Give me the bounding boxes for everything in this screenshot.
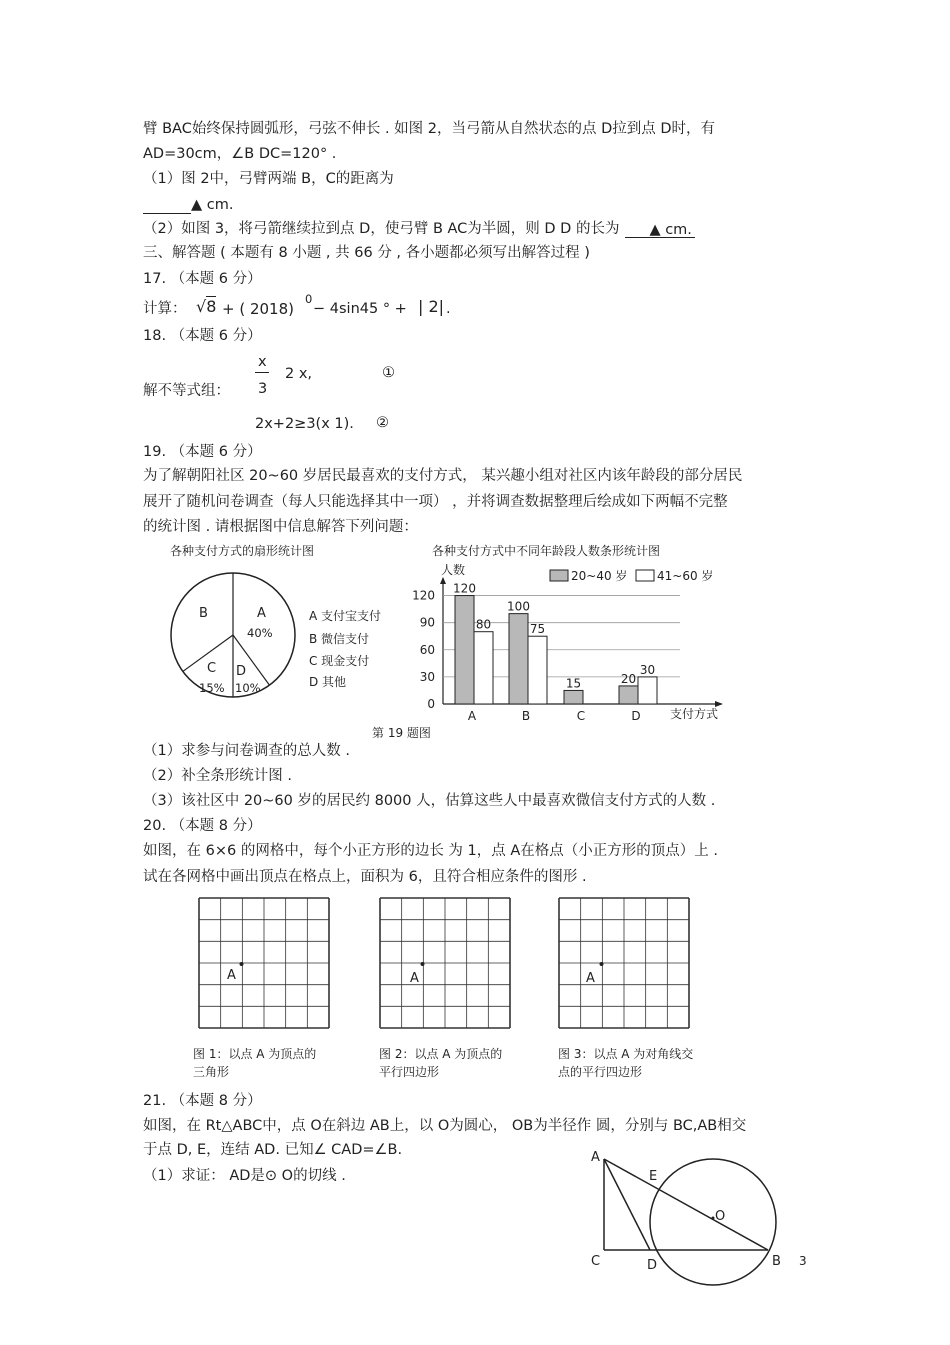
- pie-chart: [165, 565, 405, 715]
- bar-value-label-D-series1: 20: [620, 671, 637, 686]
- bar-ytick-label: 60: [419, 642, 435, 657]
- grid-figure-3: [557, 896, 691, 1032]
- bar-xtick-label: C: [576, 709, 586, 723]
- p19-q3: （3）该社区中 20~60 岁的居民约 8000 人，估算这些人中最喜欢微信支付方式的人数 .: [143, 793, 716, 809]
- p17-sqrt: √8: [196, 297, 217, 316]
- p17-header: 17. （本题 6 分）: [143, 271, 262, 287]
- bar-A-series1: [455, 596, 474, 704]
- bar-chart: [405, 560, 735, 730]
- bar-xtick-label: A: [467, 709, 477, 723]
- p17-abs: | 2|: [418, 297, 445, 316]
- pie-legend-A: A 支付宝支付: [309, 609, 382, 623]
- p16-line1: 臂 BAC始终保持圆弧形，弓弦不伸长 . 如图 2，当弓箭从自然状态的点 D拉到点 D时，有: [143, 121, 716, 137]
- bar-value-label-C-series1: 15: [565, 676, 582, 691]
- p18-mark2: ②: [376, 415, 389, 431]
- bar-C-series1: [564, 690, 583, 704]
- fig1-caption-1: 图 1：以点 A 为顶点的: [193, 1047, 317, 1061]
- legend-swatch-41-60: [636, 570, 654, 581]
- p18-frac-bar: [255, 372, 269, 373]
- p18-ineq1: 2 x,: [285, 366, 313, 382]
- p18-frac-num: x: [258, 354, 267, 370]
- p18-header: 18. （本题 6 分）: [143, 328, 262, 344]
- pie-title: 各种支付方式的扇形统计图: [170, 544, 315, 558]
- label-O: O: [715, 1209, 726, 1224]
- p16-q1-answer: ▲ cm.: [143, 196, 233, 214]
- label-E: E: [649, 1169, 658, 1184]
- bar-value-label-D-series2: 30: [639, 662, 656, 677]
- pie-pct-D: 10%: [235, 681, 261, 695]
- section-title: 三、解答题 ( 本题有 8 小题 , 共 66 分 , 各小题都必须写出解答过程 ): [143, 245, 590, 261]
- p17-prefix: 计算：: [143, 301, 187, 317]
- page-number: 3: [799, 1254, 807, 1268]
- p17-end: .: [446, 301, 451, 317]
- bar-xlabel: 支付方式: [670, 707, 719, 721]
- pie-pct-A: 40%: [247, 626, 273, 640]
- geometry-figure: [585, 1145, 785, 1290]
- grid3-point-A: [600, 962, 604, 966]
- bar-D-series2: [638, 677, 657, 704]
- pie-legend-C: C 现金支付: [309, 654, 370, 668]
- fig2-caption-2: 平行四边形: [379, 1065, 440, 1079]
- grid3-label-A: A: [586, 971, 595, 986]
- fig3-caption-1: 图 3：以点 A 为对角线交: [558, 1047, 694, 1061]
- pie-label-D: D: [236, 664, 247, 679]
- p19-p2: 展开了随机问卷调查（每人只能选择其中一项） ，并将调查数据整理后绘成如下两幅不完整: [143, 494, 728, 510]
- p21-header: 21. （本题 8 分）: [143, 1093, 262, 1109]
- bar-value-label-B-series1: 100: [507, 599, 530, 614]
- bar-xtick-label: B: [521, 709, 531, 723]
- p16-line2: AD=30cm，∠B DC=120° .: [143, 146, 337, 162]
- grid2-label-A: A: [410, 971, 419, 986]
- bar-ylabel: 人数: [441, 563, 466, 577]
- p19-caption: 第 19 题图: [372, 726, 431, 740]
- p20-p2: 试在各网格中画出顶点在格点上，面积为 6，且符合相应条件的图形 .: [143, 869, 587, 885]
- fig2-caption-1: 图 2：以点 A 为顶点的: [379, 1047, 503, 1061]
- grid1-label-A: A: [227, 968, 236, 983]
- legend-swatch-20-40: [550, 570, 568, 581]
- p20-p1: 如图，在 6×6 的网格中，每个小正方形的边长 为 1，点 A在格点（小正方形的顶点）上 .: [143, 843, 719, 859]
- p17-expr2: − 4sin45 ° +: [313, 301, 407, 317]
- pie-label-C: C: [207, 661, 217, 676]
- p21-p1: 如图，在 Rt△ABC中，点 O在斜边 AB上，以 O为圆心， OB为半径作 圆，分别与 BC,AB相交: [143, 1118, 747, 1134]
- segment-AD: [604, 1159, 650, 1250]
- legend-text-20-40: 20~40 岁: [571, 569, 628, 583]
- segment-AB: [604, 1159, 768, 1250]
- p19-q2: （2）补全条形统计图 .: [143, 768, 292, 784]
- p18-label: 解不等式组：: [143, 383, 230, 399]
- legend-text-41-60: 41~60 岁: [657, 569, 714, 583]
- p19-header: 19. （本题 6 分）: [143, 444, 262, 460]
- grid-figure-2: [378, 896, 512, 1032]
- fig3-caption-2: 点的平行四边形: [558, 1065, 643, 1079]
- bar-value-label-A-series2: 80: [475, 617, 492, 632]
- pie-legend-B: B 微信支付: [309, 632, 370, 646]
- p21-p2: 于点 D, E，连结 AD. 已知∠ CAD=∠B.: [143, 1142, 403, 1158]
- bar-y-arrow: [440, 577, 446, 584]
- p19-p1: 为了解朝阳社区 20~60 岁居民最喜欢的支付方式， 某兴趣小组对社区内该年龄段的部分居民: [143, 468, 743, 484]
- pie-legend-D: D 其他: [309, 675, 347, 689]
- p21-q1: （1）求证： AD是⊙ O的切线 .: [143, 1168, 346, 1184]
- bar-B-series1: [509, 614, 528, 704]
- label-B: B: [772, 1254, 781, 1269]
- bar-A-series2: [474, 632, 493, 704]
- bar-value-label-A-series1: 120: [453, 581, 476, 596]
- grid1-point-A: [240, 962, 244, 966]
- p20-header: 20. （本题 8 分）: [143, 818, 262, 834]
- label-C: C: [591, 1254, 601, 1269]
- bar-value-label-B-series2: 75: [529, 622, 546, 637]
- fig1-caption-2: 三角形: [193, 1065, 230, 1079]
- grid-figure-1: [197, 896, 331, 1032]
- pie-pct-C: 15%: [199, 681, 225, 695]
- p18-frac-den: 3: [258, 381, 268, 397]
- label-A: A: [591, 1150, 600, 1165]
- p16-q2: （2）如图 3，将弓箭继续拉到点 D，使弓臂 B AC为半圆，则 D D 的长为 ▲ cm.: [143, 220, 695, 238]
- bar-xtick-label: D: [631, 709, 641, 723]
- p17-expr: + ( 2018): [222, 300, 294, 318]
- bar-ytick-label: 120: [412, 588, 435, 603]
- p17-exponent: 0: [305, 292, 313, 306]
- grid2-point-A: [421, 962, 425, 966]
- p16-q1: （1）图 2中，弓臂两端 B，C的距离为: [143, 171, 394, 187]
- p19-q1: （1）求参与问卷调查的总人数 .: [143, 743, 350, 759]
- p18-mark1: ①: [382, 365, 395, 381]
- p19-p3: 的统计图 . 请根据图中信息解答下列问题：: [143, 519, 418, 535]
- bar-title: 各种支付方式中不同年龄段人数条形统计图: [432, 544, 661, 558]
- bar-D-series1: [619, 686, 638, 704]
- bar-ytick-label: 90: [419, 615, 435, 630]
- circle-O: [650, 1159, 776, 1285]
- p18-ineq2: 2x+2≥3(x 1).: [255, 416, 354, 432]
- bar-B-series2: [528, 636, 547, 704]
- bar-ytick-label: 0: [427, 697, 435, 711]
- pie-label-A: A: [257, 606, 266, 621]
- pie-label-B: B: [199, 606, 208, 621]
- label-D: D: [647, 1258, 658, 1273]
- bar-ytick-label: 30: [419, 669, 435, 684]
